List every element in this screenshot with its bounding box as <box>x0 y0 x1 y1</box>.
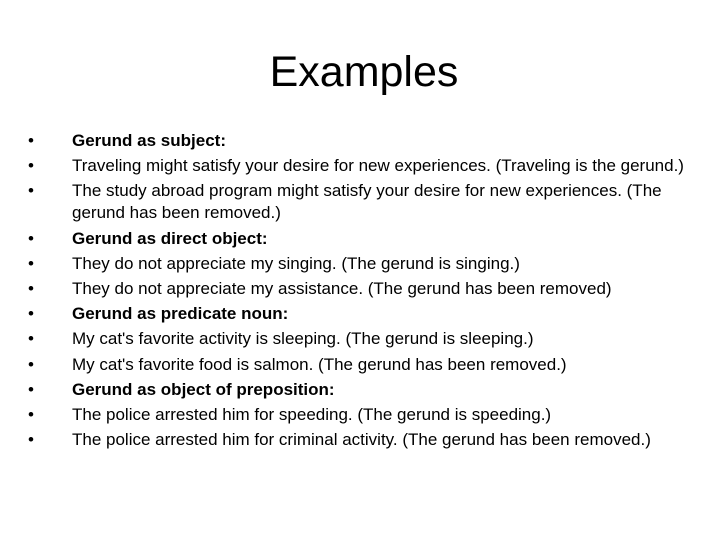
bullet-icon: • <box>28 131 34 150</box>
list-item <box>0 303 728 325</box>
bullet-icon: • <box>28 156 34 176</box>
list-item-text: My cat's favorite activity is sleeping. (The gerund is sleeping.) <box>72 329 534 349</box>
list-item-text: The police arrested him for speeding. (The gerund is speeding.) <box>72 404 552 424</box>
bullet-icon: • <box>28 430 34 450</box>
list-item <box>0 155 728 177</box>
list-item <box>0 180 728 224</box>
list-item <box>0 328 728 350</box>
list-item-text: Traveling might satisfy your desire for new experiences. (Traveling is the gerund.) <box>72 156 684 176</box>
list-item-text: Gerund as predicate noun: <box>72 304 289 324</box>
bullet-icon: • <box>28 253 34 273</box>
list-item-text: They do not appreciate my assistance. (The gerund has been removed) <box>72 278 612 298</box>
list-item <box>0 429 728 451</box>
list-item-text: The study abroad program might satisfy your desire for new experiences. (The gerund has been removed.) <box>72 181 662 223</box>
list-item <box>0 278 728 300</box>
list-item <box>0 379 728 401</box>
list-item-text: Gerund as subject: <box>72 131 226 150</box>
list-item <box>0 354 728 376</box>
list-item-text: Gerund as direct object: <box>72 228 268 248</box>
list-item-text: They do not appreciate my singing. (The gerund is singing.) <box>72 253 520 273</box>
bullet-icon: • <box>28 304 34 324</box>
bullet-icon: • <box>28 228 34 248</box>
bullet-list <box>0 130 728 454</box>
list-item-text: The police arrested him for criminal activity. (The gerund has been removed.) <box>72 430 651 450</box>
list-item <box>0 228 728 250</box>
slide-title: Examples <box>269 48 459 96</box>
list-item <box>0 130 728 152</box>
bullet-icon: • <box>28 278 34 298</box>
bullet-icon: • <box>28 379 34 399</box>
list-item-text: Gerund as object of preposition: <box>72 379 335 399</box>
bullet-icon: • <box>28 354 34 374</box>
list-item <box>0 404 728 426</box>
list-item <box>0 253 728 275</box>
bullet-icon: • <box>28 181 34 201</box>
bullet-icon: • <box>28 329 34 349</box>
bullet-icon: • <box>28 404 34 424</box>
list-item-text: My cat's favorite food is salmon. (The gerund has been removed.) <box>72 354 567 374</box>
